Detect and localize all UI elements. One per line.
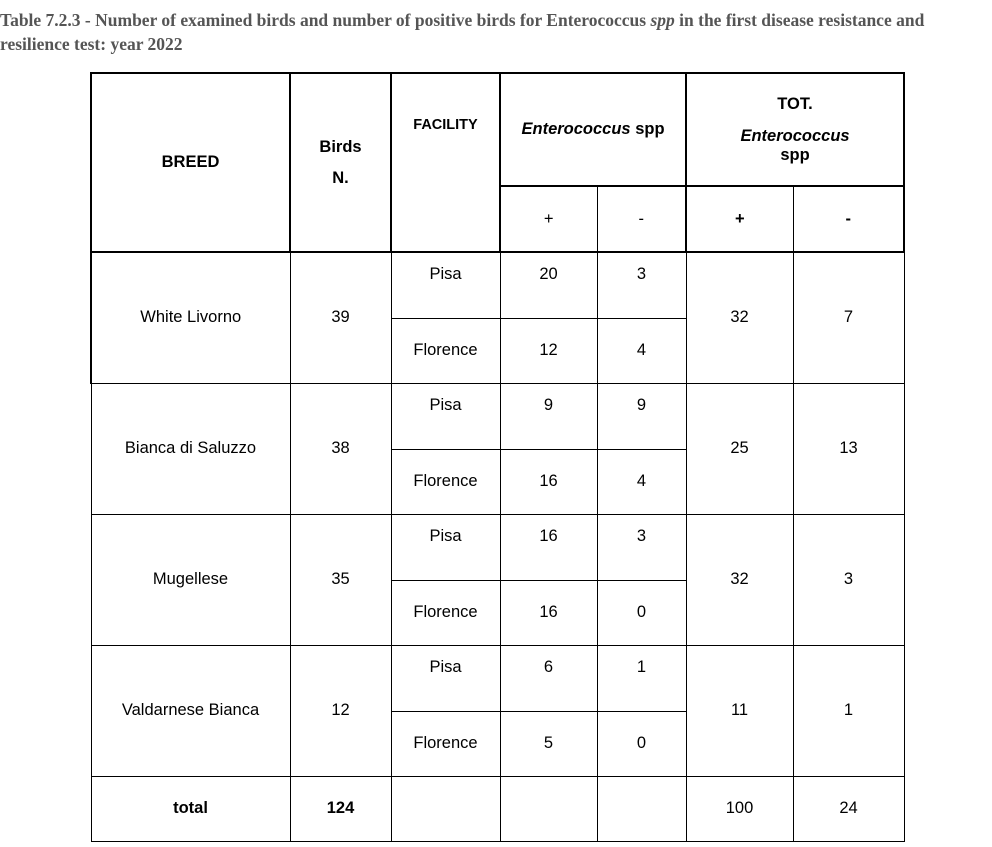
caption-text-end: in the first disease resistance and resilience test: year 2022 bbox=[0, 10, 925, 54]
caption-text: Table 7.2.3 - Number of examined birds and number of positive birds for Enterococcus bbox=[0, 10, 651, 30]
facility-cell: Pisa bbox=[391, 645, 500, 711]
table-row bbox=[91, 645, 904, 711]
breed-cell: White Livorno bbox=[91, 252, 290, 383]
table-row bbox=[91, 383, 904, 449]
minus-cell: 3 bbox=[597, 514, 686, 580]
facility-cell: Pisa bbox=[391, 383, 500, 449]
tot-plus-cell: 32 bbox=[686, 252, 793, 383]
header-tot-plus: + bbox=[686, 186, 793, 252]
total-birds: 124 bbox=[290, 776, 391, 841]
plus-cell: 6 bbox=[500, 645, 597, 711]
total-facility-empty bbox=[391, 776, 500, 841]
header-birds-line1: Birds bbox=[319, 137, 362, 156]
tot-plus-cell: 32 bbox=[686, 514, 793, 645]
plus-cell: 16 bbox=[500, 449, 597, 514]
birds-cell: 39 bbox=[290, 252, 391, 383]
header-enterococcus-italic: Enterococcus bbox=[521, 120, 631, 138]
header-row-1 bbox=[91, 73, 904, 186]
total-plus-empty bbox=[500, 776, 597, 841]
header-tot-rest: spp bbox=[780, 145, 810, 164]
tot-plus-cell: 25 bbox=[686, 383, 793, 514]
facility-cell: Florence bbox=[391, 449, 500, 514]
birds-cell: 12 bbox=[290, 645, 391, 776]
total-label: total bbox=[91, 776, 290, 841]
minus-cell: 1 bbox=[597, 645, 686, 711]
facility-cell: Pisa bbox=[391, 514, 500, 580]
facility-cell: Florence bbox=[391, 711, 500, 776]
plus-cell: 16 bbox=[500, 580, 597, 645]
facility-cell: Florence bbox=[391, 580, 500, 645]
header-birds-line2: N. bbox=[332, 168, 349, 187]
minus-cell: 0 bbox=[597, 580, 686, 645]
header-breed: BREED bbox=[91, 73, 290, 252]
header-tot-minus: - bbox=[793, 186, 904, 252]
table-row bbox=[91, 514, 904, 580]
header-birds bbox=[290, 73, 391, 252]
plus-cell: 20 bbox=[500, 252, 597, 318]
facility-cell: Pisa bbox=[391, 252, 500, 318]
plus-cell: 12 bbox=[500, 318, 597, 383]
header-tot bbox=[686, 73, 904, 186]
total-tot-plus: 100 bbox=[686, 776, 793, 841]
minus-cell: 3 bbox=[597, 252, 686, 318]
plus-cell: 9 bbox=[500, 383, 597, 449]
minus-cell: 4 bbox=[597, 449, 686, 514]
total-minus-empty bbox=[597, 776, 686, 841]
birds-cell: 35 bbox=[290, 514, 391, 645]
breed-cell: Mugellese bbox=[91, 514, 290, 645]
tot-minus-cell: 3 bbox=[793, 514, 904, 645]
birds-cell: 38 bbox=[290, 383, 391, 514]
tot-minus-cell: 1 bbox=[793, 645, 904, 776]
breed-cell: Bianca di Saluzzo bbox=[91, 383, 290, 514]
minus-cell: 0 bbox=[597, 711, 686, 776]
header-tot-label: TOT. bbox=[777, 94, 813, 113]
header-plus: + bbox=[500, 186, 597, 252]
table-row bbox=[91, 252, 904, 318]
enterococcus-table bbox=[90, 72, 905, 842]
header-tot-italic: Enterococcus bbox=[740, 126, 850, 145]
header-tot-species bbox=[687, 127, 903, 165]
header-minus: - bbox=[597, 186, 686, 252]
facility-cell: Florence bbox=[391, 318, 500, 383]
minus-cell: 4 bbox=[597, 318, 686, 383]
plus-cell: 16 bbox=[500, 514, 597, 580]
header-enterococcus bbox=[500, 73, 686, 186]
header-enterococcus-rest: spp bbox=[630, 120, 665, 138]
tot-minus-cell: 7 bbox=[793, 252, 904, 383]
minus-cell: 9 bbox=[597, 383, 686, 449]
header-facility: FACILITY bbox=[391, 73, 500, 252]
total-row bbox=[91, 776, 904, 841]
tot-minus-cell: 13 bbox=[793, 383, 904, 514]
caption-italic: spp bbox=[650, 10, 675, 30]
tot-plus-cell: 11 bbox=[686, 645, 793, 776]
total-tot-minus: 24 bbox=[793, 776, 904, 841]
table-caption bbox=[0, 8, 990, 56]
breed-cell: Valdarnese Bianca bbox=[91, 645, 290, 776]
plus-cell: 5 bbox=[500, 711, 597, 776]
